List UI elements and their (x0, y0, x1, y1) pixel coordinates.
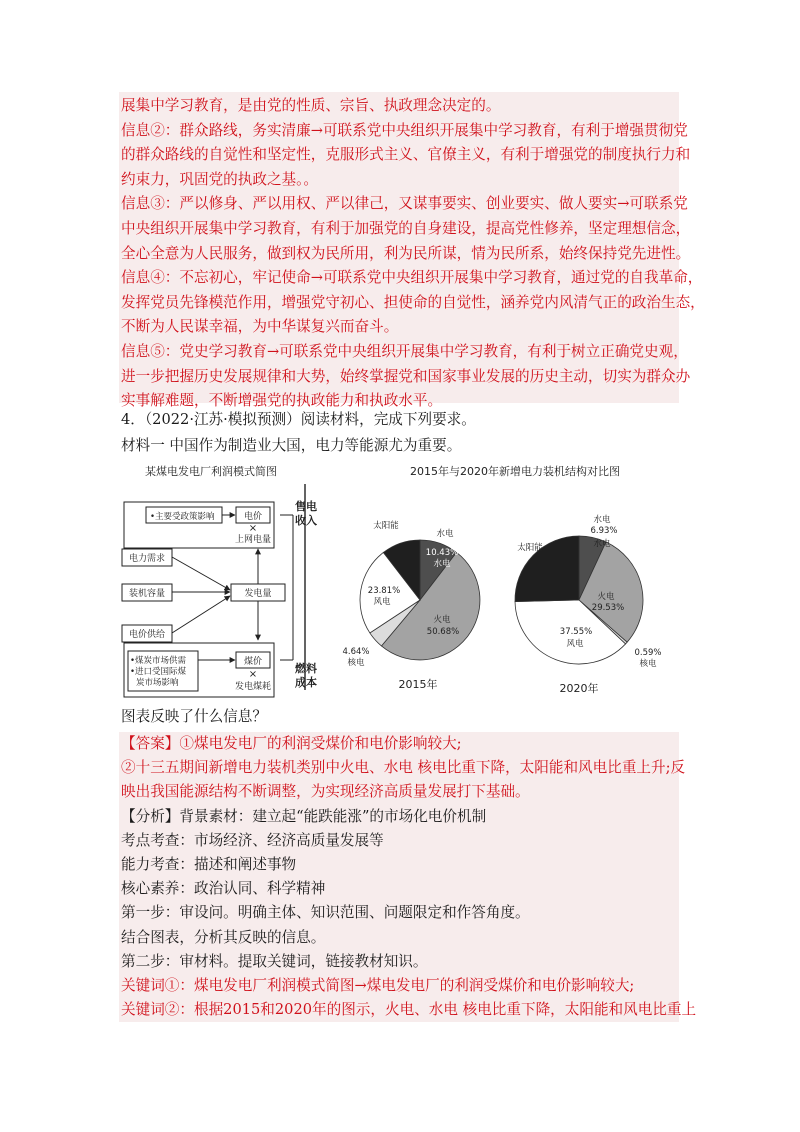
answer-line: 核心素养：政治认同、科学精神 (121, 880, 326, 898)
top-line: 信息②：群众路线，务实清廉→可联系党中央组织开展集中学习教育，有利于增强贯彻党 (121, 121, 688, 139)
top-line: 信息⑤：党史学习教育→可联系党中央组织开展集中学习教育，有利于树立正确党史观， (121, 343, 688, 360)
label-2020-wind-name: 风电 (566, 639, 584, 649)
top-line: 不断为人民谋幸福，为中华谋复兴而奋斗。 (121, 318, 399, 336)
label-2020-wind-value: 37.55% (559, 627, 593, 637)
policy-label: •主要受政策影响 (150, 512, 215, 522)
material-one: 材料一 中国作为制造业大国，电力等能源尤为重要。 (121, 437, 462, 454)
label-2015-thermal-value: 50.68% (426, 627, 460, 637)
answer-line: 关键词②：根据2015和2020年的图示，火电、水电 核电比重下降，太阳能和风电比重上 (121, 1001, 697, 1019)
answer-line: 能力考查：描述和阐述事物 (121, 856, 297, 873)
label-2020-thermal-name: 火电 (597, 592, 615, 602)
times-sign-2: × (248, 669, 258, 680)
figure-area (120, 460, 680, 700)
top-line: 信息③：严以修身、严以用权、严以律己，又谋事要实、创业要实、做人要实→可联系党 (121, 195, 688, 213)
answer-line: 映出我国能源结构不断调整，为实现经济高质量发展打下基础。 (121, 783, 530, 801)
times-sign-1: × (248, 523, 258, 534)
question-prompt: 图表反映了什么信息？ (121, 708, 267, 725)
supply-label: 电价供给 (128, 630, 166, 640)
top-line: 约束力，巩固党的执政之基。。 (121, 170, 319, 188)
revenue-line-2: 收入 (295, 514, 317, 527)
coal-use-label: 发电煤耗 (234, 682, 272, 692)
label-2015-nuclear-value: 4.64% (342, 647, 370, 657)
profit-flow-diagram (122, 464, 317, 697)
cost-line-2: 成本 (295, 676, 317, 689)
pie-figure-title: 2015年与2020年新增电力装机结构对比图 (410, 465, 620, 478)
price-label: 电价 (243, 512, 263, 522)
demand-label: 电力需求 (128, 554, 166, 564)
coal-market-line-1: •煤炭市场供需 (130, 656, 187, 666)
label-2020-solar: 太阳能 (517, 543, 543, 553)
grid-label: 上网电量 (234, 535, 272, 545)
answer-line: ②十三五期间新增电力装机类别中火电、水电 核电比重下降，太阳能和风电比重上升;反 (121, 759, 686, 777)
label-2015-hydro-value: 10.43% (425, 548, 459, 558)
label-2015-thermal-name: 火电 (433, 615, 451, 625)
label-2015-solar: 太阳能 (373, 521, 399, 531)
question-header: 4．（2022·江苏·模拟预测）阅读材料，完成下列要求。 (121, 411, 476, 428)
top-line: 的群众路线的自觉性和坚定性，克服形式主义、官僚主义，有利于增强党的制度执行力和 (121, 146, 691, 164)
answer-line: 第二步：审材料。提取关键词，链接教材知识。 (121, 952, 428, 970)
answer-line: 考点考查：市场经济、经济高质量发展等 (121, 831, 384, 849)
label-2015-wind-name: 风电 (373, 597, 391, 607)
label-2015-hydro-name-inner: 水电 (433, 559, 451, 569)
top-line: 发挥党员先锋模范作用，增强党守初心、担使命的自觉性，涵养党内风清气正的政治生态， (121, 293, 705, 311)
revenue-line-1: 售电 (295, 500, 317, 513)
label-2020-nuclear-value: 0.59% (634, 648, 662, 658)
answer-line: 关键词①：煤电发电厂利润模式简图→煤电发电厂的利润受煤价和电价影响较大; (121, 977, 635, 994)
coal-market-line-2: •进口受国际煤 (130, 667, 187, 677)
answer-line: 【分析】背景素材：建立起“能跌能涨”的市场化电价机制 (121, 807, 487, 825)
top-line: 实事解难题，不断增强党的执政能力和执政水平。 (121, 392, 443, 410)
generation-label: 发电量 (244, 589, 272, 599)
label-2015-wind-value: 23.81% (367, 586, 401, 596)
coal-price-label: 煤价 (243, 657, 263, 667)
answer-line: 结合图表，分析其反映的信息。 (121, 928, 326, 946)
caption-2015: 2015年 (398, 678, 438, 691)
capacity-label: 装机容量 (128, 589, 166, 599)
coal-market-line-3: 炭市场影响 (136, 678, 179, 688)
top-line: 全心全意为人民服务，做到权为民所用，利为民所谋，情为民所系，始终保持党先进性。 (121, 244, 691, 262)
answer-line: 第一步：审设问。明确主体、知识范围、问题限定和作答角度。 (121, 904, 530, 922)
label-2020-hydro-name-inner: 水电 (593, 539, 611, 549)
cost-line-1: 燃料 (295, 662, 317, 675)
top-line: 进一步把握历史发展规律和大势，始终掌握党和国家事业发展的历史主动，切实为群众办 (121, 367, 691, 385)
label-2020-nuclear-name: 核电 (639, 659, 657, 669)
top-line: 展集中学习教育，是由党的性质、宗旨、执政理念决定的。 (121, 97, 501, 114)
label-2020-hydro-value: 6.93% (590, 526, 618, 536)
label-2020-hydro-name: 水电 (593, 515, 611, 525)
top-line: 信息④：不忘初心，牢记使命→可联系党中央组织开展集中学习教育，通过党的自我革命， (121, 269, 703, 287)
answer-line: 【答案】①煤电发电厂的利润受煤价和电价影响较大; (121, 735, 462, 752)
top-line: 中央组织开展集中学习教育，有利于加强党的自身建设，提高党性修养，坚定理想信念， (121, 220, 691, 237)
flow-title: 某煤电发电厂利润模式简图 (145, 465, 277, 478)
label-2015-nuclear-name: 核电 (347, 658, 365, 668)
label-2015-hydro-name: 水电 (436, 529, 454, 539)
label-2020-thermal-value: 29.53% (591, 603, 625, 613)
caption-2020: 2020年 (559, 682, 599, 695)
